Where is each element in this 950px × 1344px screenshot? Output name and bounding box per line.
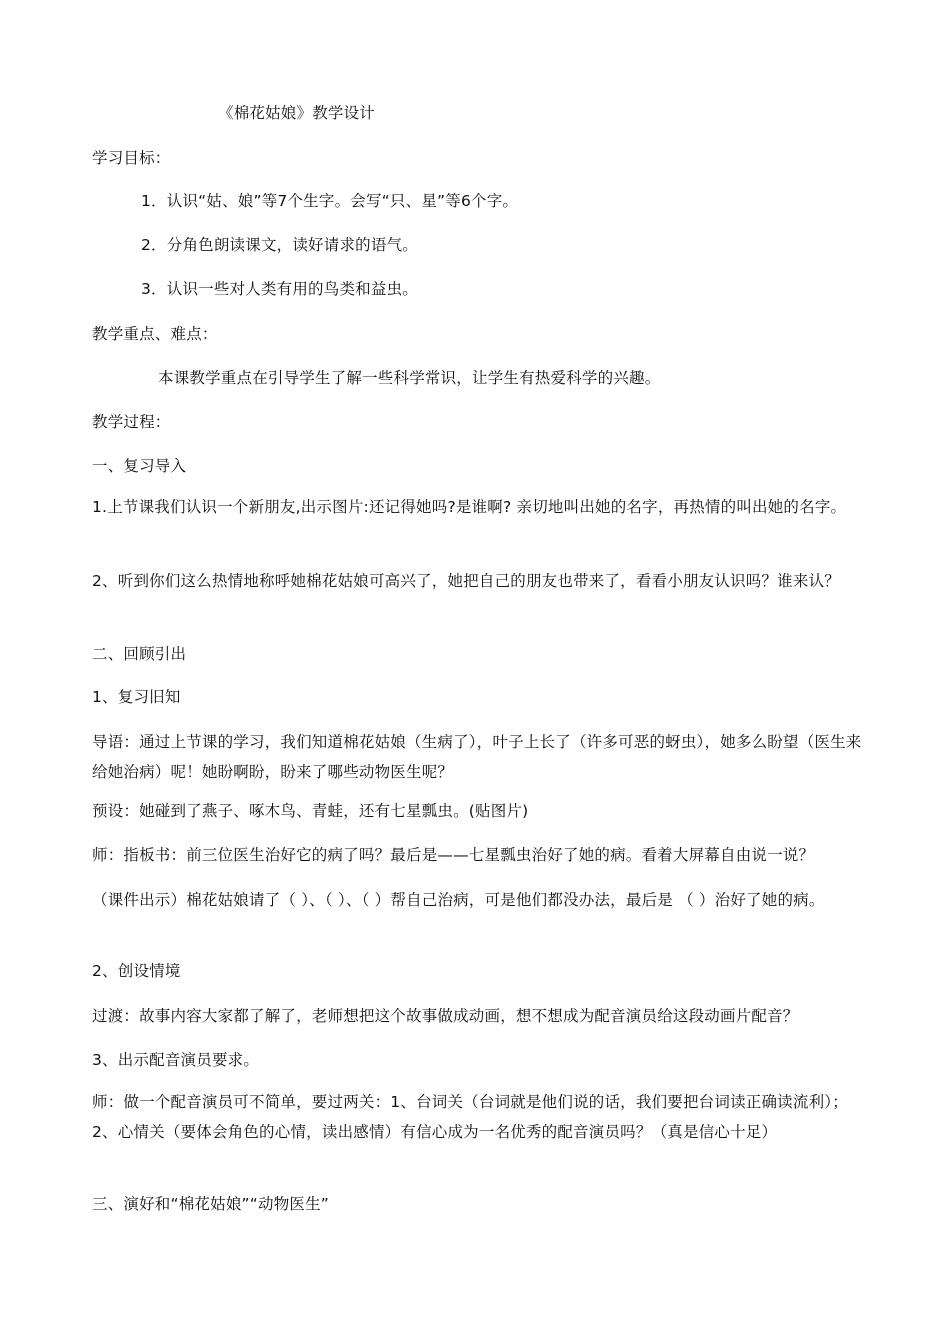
goal-item: 3．认识一些对人类有用的鸟类和益虫。 — [141, 280, 418, 298]
subsection-heading: 3、出示配音演员要求。 — [92, 1051, 260, 1069]
section-heading: 一、复习导入 — [92, 457, 187, 475]
goal-item: 1．认识“姑、娘”等7个生字。会写“只、星”等6个字。 — [141, 192, 519, 210]
focus-text: 本课教学重点在引导学生了解一些科学常识，让学生有热爱科学的兴趣。 — [158, 369, 661, 387]
focus-heading: 教学重点、难点： — [92, 325, 218, 343]
paragraph: 预设：她碰到了燕子、啄木鸟、青蛙，还有七星瓢虫。(贴图片) — [92, 802, 529, 820]
section-heading: 三、演好和“棉花姑娘”“动物医生” — [92, 1195, 330, 1213]
paragraph: 师：做一个配音演员可不简单，要过两关：1、台词关（台词就是他们说的话，我们要把台词读正确读流利）；2、心情关（要体会角色的心情，读出感情）有信心成为一名优秀的配音演员吗？（真是信心十足） — [92, 1093, 848, 1141]
paragraph: 1.上节课我们认识一个新朋友,出示图片:还记得她吗?是谁啊? 亲切地叫出她的名字，再热情的叫出她的名字。 — [92, 498, 847, 516]
subsection-heading: 1、复习旧知 — [92, 688, 181, 706]
paragraph: （课件出示）棉花姑娘请了（ ）、（ ）、（ ）帮自己治病，可是他们都没办法，最后是 （ ）治好了她的病。 — [92, 891, 825, 909]
paragraph: 师：指板书：前三位医生治好它的病了吗？最后是——七星瓢虫治好了她的病。看着大屏幕自由说一说？ — [92, 846, 815, 864]
section-heading: 二、回顾引出 — [92, 645, 187, 663]
paragraph: 导语：通过上节课的学习，我们知道棉花姑娘（生病了），叶子上长了（许多可恶的蚜虫），她多么盼望（医生来给她治病）呢！她盼啊盼，盼来了哪些动物医生呢？ — [92, 733, 862, 781]
goal-item: 2．分角色朗读课文，读好请求的语气。 — [141, 236, 418, 254]
document-title: 《棉花姑娘》教学设计 — [218, 104, 376, 122]
subsection-heading: 2、创设情境 — [92, 962, 181, 980]
paragraph: 过渡：故事内容大家都了解了，老师想把这个故事做成动画，想不想成为配音演员给这段动画片配音？ — [92, 1007, 799, 1025]
paragraph: 2、听到你们这么热情地称呼她棉花姑娘可高兴了，她把自己的朋友也带来了，看看小朋友认识吗？谁来认？ — [92, 572, 840, 590]
process-heading: 教学过程： — [92, 413, 171, 431]
goals-heading: 学习目标： — [92, 149, 171, 167]
